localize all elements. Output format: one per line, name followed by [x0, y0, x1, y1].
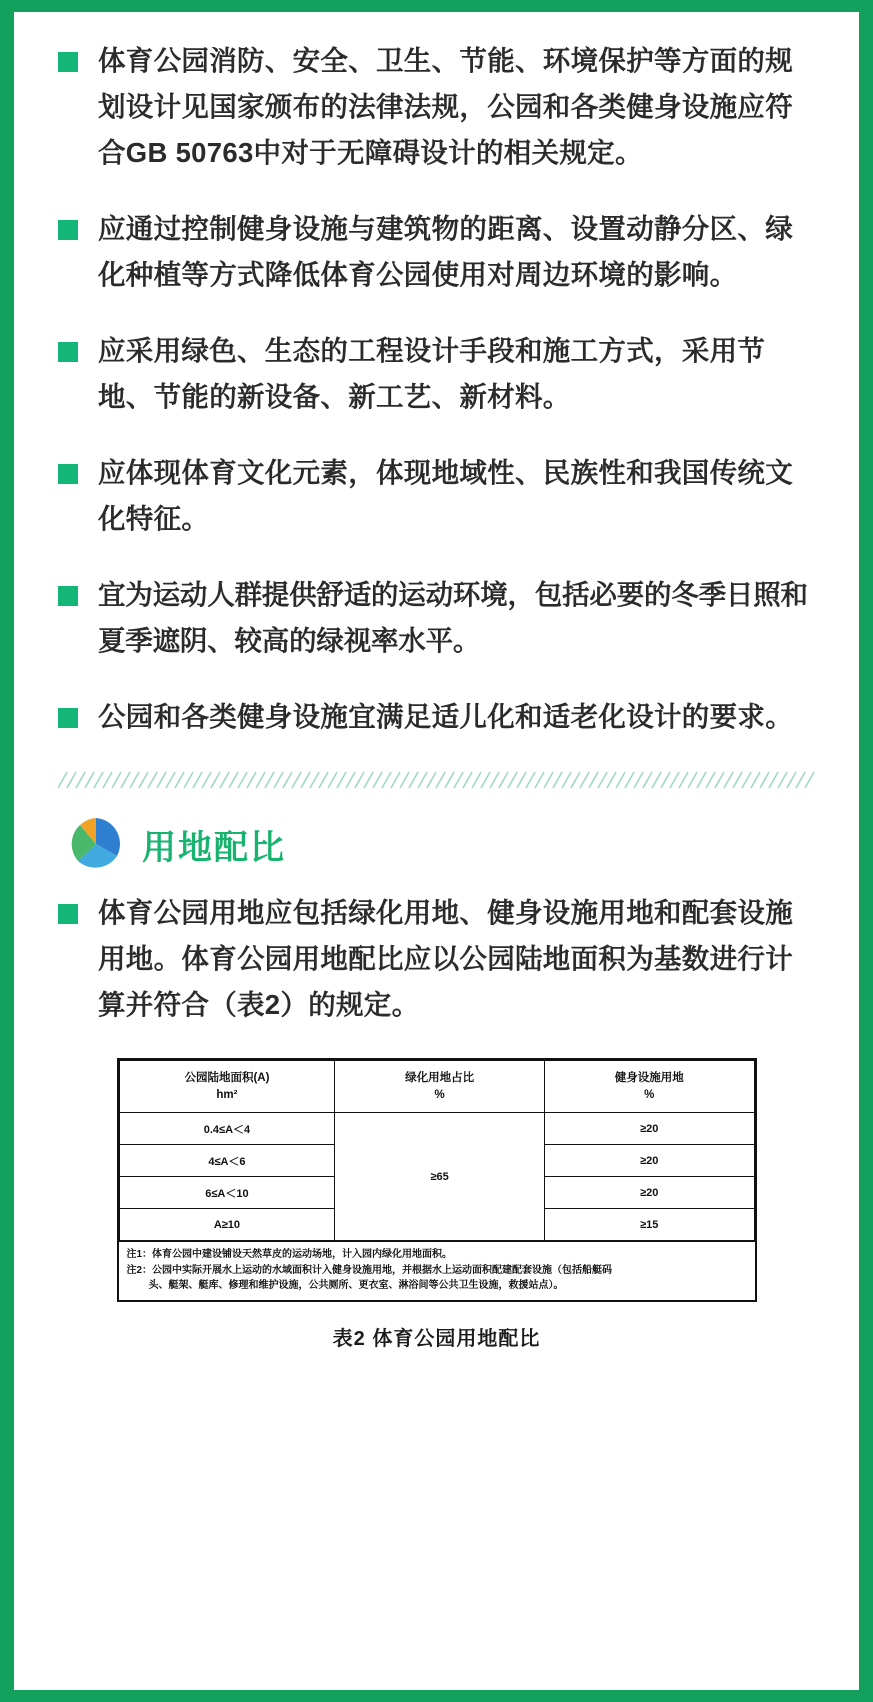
list-item-text: 宜为运动人群提供舒适的运动环境，包括必要的冬季日照和夏季遮阴、较高的绿视率水平。	[98, 579, 808, 656]
guideline-list	[58, 38, 815, 740]
zigzag-divider	[58, 770, 815, 792]
header-line-1: 公园陆地面积(A)	[184, 1072, 270, 1084]
list-item-text: 应体现体育文化元素，体现地域性、民族性和我国传统文化特征。	[98, 457, 793, 534]
list-item-text: 体育公园消防、安全、卫生、节能、环境保护等方面的规划设计见国家颁布的法律法规，公园和各类健身设施应符合GB 50763中对于无障碍设计的相关规定。	[98, 45, 793, 168]
square-bullet-icon	[58, 904, 78, 924]
square-bullet-icon	[58, 342, 78, 362]
cell-area: 0.4≤A＜4	[119, 1113, 335, 1145]
cell-fitness-ratio: ≥15	[544, 1209, 754, 1241]
list-item	[58, 450, 815, 542]
content-card	[14, 12, 859, 1690]
header-line-1: 健身设施用地	[614, 1072, 684, 1084]
table-note-2: 注2：公园中实际开展水上运动的水域面积计入健身设施用地，并根据水上运动面积配建配套设施（包括船艇码	[126, 1264, 613, 1276]
land-ratio-table	[117, 1058, 757, 1302]
section-list	[58, 890, 815, 1028]
header-line-2: %	[434, 1088, 445, 1101]
cell-area: 4≤A＜6	[119, 1145, 335, 1177]
table-note-2-cont: 头、艇架、艇库、修理和维护设施，公共厕所、更衣室、淋浴间等公共卫生设施，救援站点）。	[148, 1280, 564, 1292]
table	[119, 1060, 755, 1241]
square-bullet-icon	[58, 220, 78, 240]
cell-fitness-ratio: ≥20	[544, 1113, 754, 1145]
table-col-header-area	[119, 1061, 335, 1113]
list-item-text: 应采用绿色、生态的工程设计手段和施工方式，采用节地、节能的新设备、新工艺、新材料。	[98, 335, 766, 412]
table-col-header-green	[335, 1061, 545, 1113]
square-bullet-icon	[58, 52, 78, 72]
table-row	[119, 1113, 754, 1145]
header-line-2: hm²	[216, 1088, 238, 1101]
table-header-row	[119, 1061, 754, 1113]
cell-green-ratio: ≥65	[335, 1113, 545, 1241]
table-notes	[119, 1241, 755, 1300]
list-item	[58, 890, 815, 1028]
table-caption: 表2 体育公园用地配比	[332, 1327, 541, 1350]
cell-area: 6≤A＜10	[119, 1177, 335, 1209]
pie-chart-icon	[68, 816, 124, 872]
list-item	[58, 694, 815, 740]
square-bullet-icon	[58, 586, 78, 606]
list-item-text: 体育公园用地应包括绿化用地、健身设施用地和配套设施用地。体育公园用地配比应以公园陆地面积为基数进行计算并符合（表2）的规定。	[98, 897, 793, 1020]
square-bullet-icon	[58, 464, 78, 484]
table-note-1: 注1：体育公园中建设铺设天然草皮的运动场地，计入园内绿化用地面积。	[126, 1249, 453, 1261]
section-header	[68, 816, 815, 872]
list-item	[58, 206, 815, 298]
list-item-text: 应通过控制健身设施与建筑物的距离、设置动静分区、绿化种植等方式降低体育公园使用对周边环境的影响。	[98, 213, 793, 290]
list-item	[58, 38, 815, 176]
square-bullet-icon	[58, 708, 78, 728]
header-line-2: %	[644, 1088, 655, 1101]
table-header	[119, 1061, 754, 1113]
table-body	[119, 1113, 754, 1241]
section-title: 用地配比	[142, 828, 286, 867]
list-item	[58, 328, 815, 420]
list-item	[58, 572, 815, 664]
list-item-text: 公园和各类健身设施宜满足适儿化和适老化设计的要求。	[98, 701, 793, 732]
cell-fitness-ratio: ≥20	[544, 1145, 754, 1177]
cell-fitness-ratio: ≥20	[544, 1177, 754, 1209]
table-col-header-fitness	[544, 1061, 754, 1113]
cell-area: A≥10	[119, 1209, 335, 1241]
header-line-1: 绿化用地占比	[405, 1072, 475, 1084]
